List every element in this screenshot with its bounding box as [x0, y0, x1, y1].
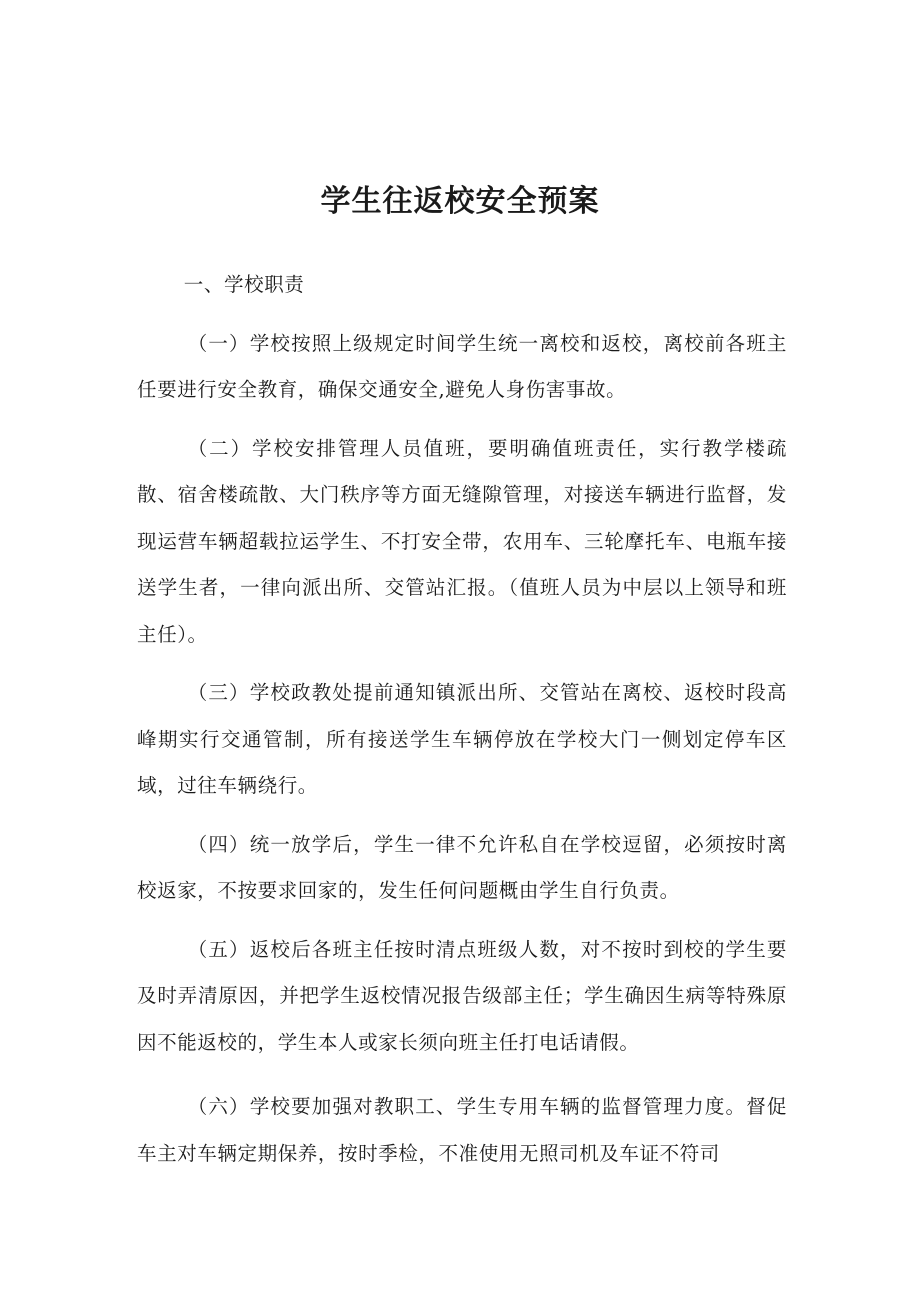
document-body — [137, 262, 787, 1177]
paragraph-6: （六）学校要加强对教职工、学生专用车辆的监督管理力度。督促车主对车辆定期保养，按时季检，不准使用无照司机及车证不符司 — [137, 1095, 787, 1165]
paragraph-3: （三）学校政教处提前通知镇派出所、交管站在离校、返校时段高峰期实行交通管制，所有接送学生车辆停放在学校大门一侧划定停车区域，过往车辆绕行。 — [137, 681, 787, 797]
section-heading: 一、学校职责 — [183, 273, 305, 296]
paragraph-1: （一）学校按照上级规定时间学生统一离校和返校，离校前各班主任要进行安全教育，确保交通安全,避免人身伤害事故。 — [137, 331, 787, 401]
paragraph-5: （五）返校后各班主任按时清点班级人数，对不按时到校的学生要及时弄清原因，并把学生返校情况报告级部主任；学生确因生病等特殊原因不能返校的，学生本人或家长须向班主任打电话请假。 — [137, 937, 787, 1054]
paragraph-2: （二）学校安排管理人员值班，要明确值班责任，实行教学楼疏散、宿舍楼疏散、大门秩序等方面无缝隙管理，对接送车辆进行监督，发现运营车辆超载拉运学生、不打安全带，农用车、三轮摩托车、电瓶车接送学生者，一律向派出所、交管站汇报。（值班人员为中层以上领导和班主任）。 — [137, 436, 787, 646]
paragraph-4: （四）统一放学后，学生一律不允许私自在学校逗留，必须按时离校返家，不按要求回家的，发生任何问题概由学生自行负责。 — [137, 832, 787, 902]
document-title: 学生往返校安全预案 — [320, 184, 600, 219]
